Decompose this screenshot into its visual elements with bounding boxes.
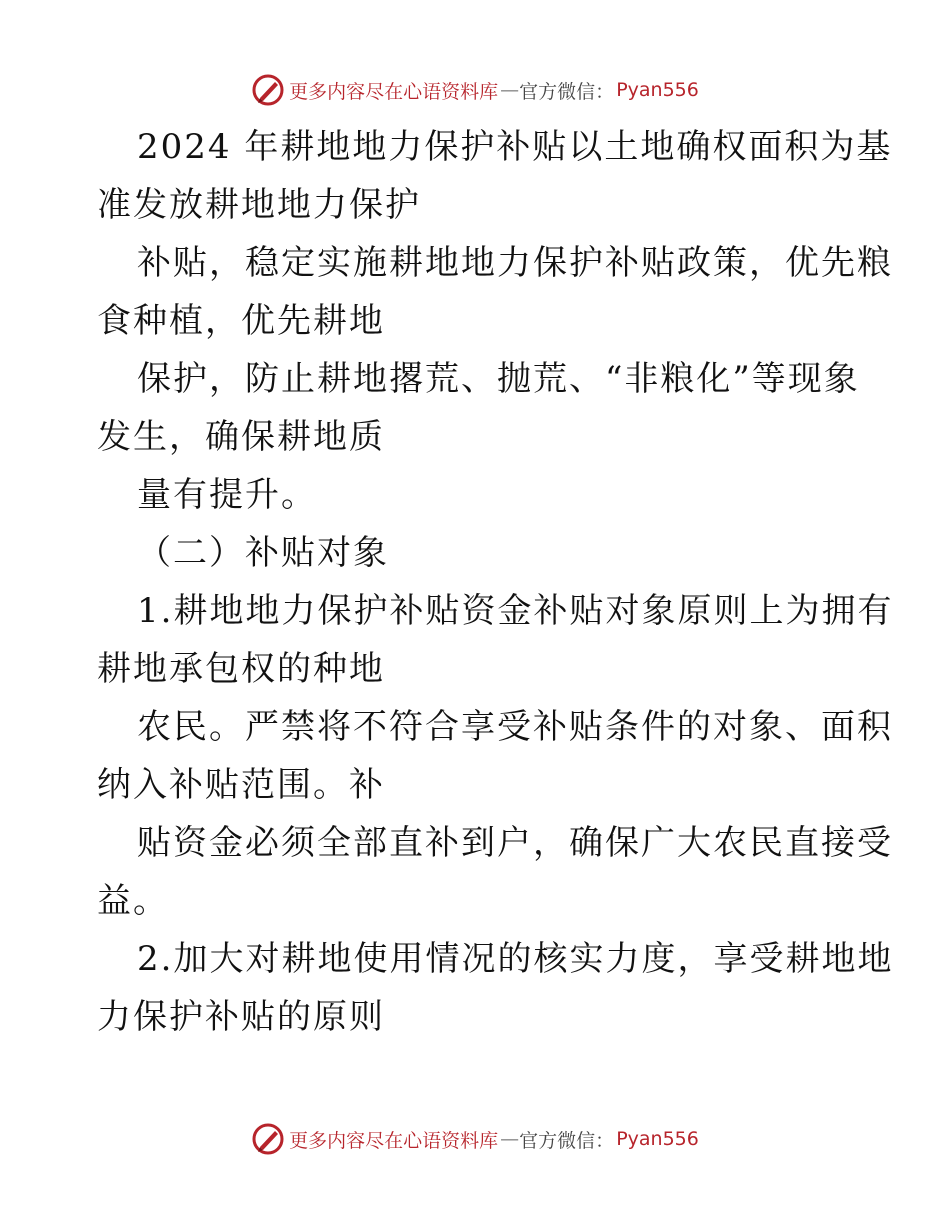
paragraph-line: 1.耕地地力保护补贴资金补贴对象原则上为拥有 bbox=[137, 591, 894, 631]
header-watermark-banner bbox=[0, 70, 950, 110]
pen-logo-icon bbox=[251, 73, 285, 107]
paragraph-line: 发生，确保耕地质 bbox=[97, 417, 385, 457]
paragraph-line: 耕地承包权的种地 bbox=[97, 649, 385, 689]
banner-wechat-label: 官方微信： bbox=[519, 80, 615, 103]
paragraph-line: 纳入补贴范围。补 bbox=[97, 765, 385, 805]
banner-wechat-id: Pyan556 bbox=[616, 79, 699, 101]
paragraph-line: 2.加大对耕地使用情况的核实力度，享受耕地地 bbox=[137, 939, 894, 979]
banner-wechat-label: 官方微信： bbox=[519, 1129, 615, 1152]
paragraph-line: 贴资金必须全部直补到户，确保广大农民直接受 bbox=[137, 823, 893, 863]
paragraph-line: 益。 bbox=[97, 881, 169, 921]
banner-lead-text: 更多内容尽在心语资料库 bbox=[289, 1129, 499, 1152]
paragraph-line: 量有提升。 bbox=[137, 475, 317, 515]
banner-lead-text: 更多内容尽在心语资料库 bbox=[289, 80, 499, 103]
paragraph-line: 2024 年耕地地力保护补贴以土地确权面积为基 bbox=[137, 127, 893, 167]
banner-dash: — bbox=[500, 1128, 518, 1150]
paragraph-line: 补贴，稳定实施耕地地力保护补贴政策，优先粮 bbox=[137, 243, 893, 283]
paragraph-line: 准发放耕地地力保护 bbox=[97, 185, 421, 225]
paragraph-line: 农民。严禁将不符合享受补贴条件的对象、面积 bbox=[137, 707, 893, 747]
paragraph-line: 食种植，优先耕地 bbox=[97, 301, 385, 341]
footer-watermark-banner bbox=[0, 1119, 950, 1159]
banner-dash: — bbox=[500, 79, 518, 101]
pen-logo-icon bbox=[251, 1122, 285, 1156]
paragraph-line: 保护，防止耕地撂荒、抛荒、“非粮化”等现象 bbox=[137, 359, 860, 399]
paragraph-line: 力保护补贴的原则 bbox=[97, 997, 385, 1037]
document-body bbox=[97, 118, 894, 1046]
banner-wechat-id: Pyan556 bbox=[616, 1128, 699, 1150]
section-heading: （二）补贴对象 bbox=[137, 533, 389, 573]
